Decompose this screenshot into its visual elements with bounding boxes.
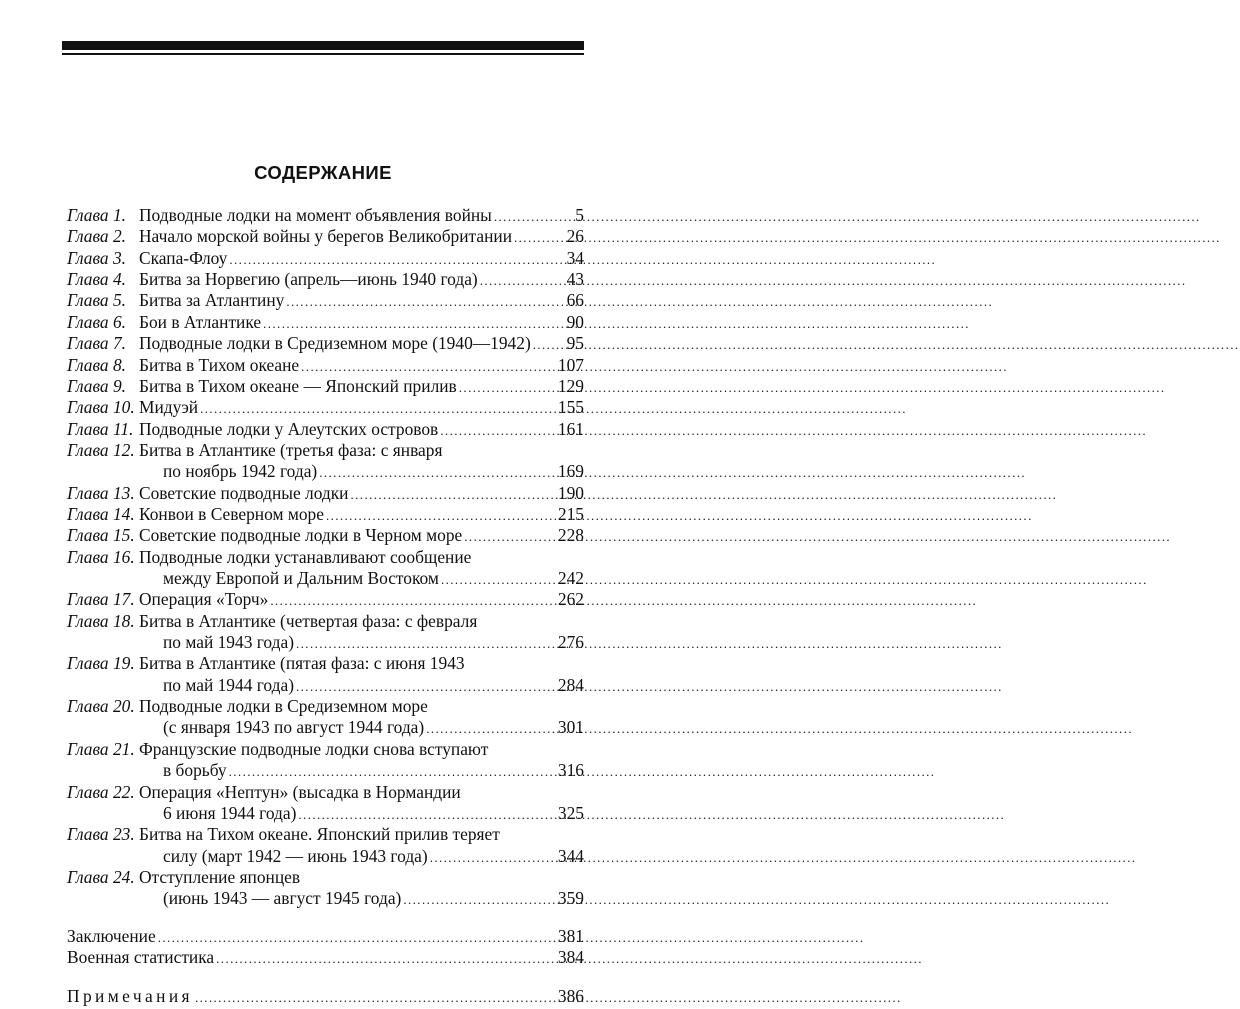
- chapter-label: [67, 588, 139, 610]
- chapter-title: по май 1944 года): [163, 674, 294, 695]
- chapter-title: Подводные лодки в Средиземном море: [139, 696, 428, 716]
- page-number: 301: [557, 717, 584, 738]
- chapter-label: [67, 204, 139, 226]
- toc-chapter-line[interactable]: [67, 354, 584, 376]
- chapter-title: Битва в Тихом океане: [139, 354, 300, 375]
- toc-chapter-line[interactable]: [67, 482, 584, 504]
- toc-chapter-continuation[interactable]: [67, 567, 584, 589]
- chapter-word: Глава: [67, 205, 109, 225]
- page-number: 129: [557, 375, 584, 396]
- chapter-number: 13.: [112, 482, 135, 503]
- chapter-label: [67, 738, 139, 760]
- toc-chapter-line[interactable]: [67, 396, 584, 418]
- toc-chapter-line[interactable]: [67, 546, 584, 568]
- chapter-number: 17.: [112, 589, 135, 610]
- page-number: 262: [557, 589, 584, 610]
- page-number: 107: [557, 354, 584, 375]
- chapter-number: 9.: [112, 375, 126, 396]
- chapter-label: [67, 781, 139, 803]
- chapter-label: [67, 695, 139, 717]
- toc-chapter-continuation[interactable]: [67, 674, 584, 696]
- page-number: 344: [557, 845, 584, 866]
- chapter-label: [67, 396, 139, 418]
- chapter-number: 24.: [112, 866, 135, 887]
- dot-leader: [216, 948, 555, 970]
- chapter-title: Отступление японцев: [139, 866, 301, 887]
- toc-chapter-line[interactable]: [67, 588, 584, 610]
- chapter-word: Глава: [67, 824, 109, 845]
- page-number: 228: [557, 525, 584, 546]
- chapter-number: 5.: [112, 290, 126, 311]
- chapter-number: 16.: [112, 546, 135, 567]
- chapter-title: Начало морской войны у берегов Великобритании: [139, 226, 512, 247]
- toc-chapter-line[interactable]: [67, 823, 584, 845]
- chapter-title: силу (март 1942 — июнь 1943 года): [163, 845, 428, 866]
- page-number: 381: [557, 925, 584, 946]
- toc-back-matter-line[interactable]: [67, 925, 584, 947]
- chapter-word: Глава: [67, 226, 109, 247]
- page-number: 43: [566, 269, 584, 290]
- chapter-number: 1.: [112, 205, 126, 225]
- chapter-title: Битва в Тихом океане — Японский прилив: [139, 375, 457, 396]
- page-number: 90: [566, 311, 584, 332]
- toc-chapter-line[interactable]: [67, 225, 584, 247]
- toc-chapter-line[interactable]: [67, 781, 584, 803]
- chapter-label: [67, 418, 139, 440]
- chapter-word: Глава: [67, 333, 109, 354]
- toc-chapter-line[interactable]: [67, 311, 584, 333]
- chapter-label: [67, 866, 139, 888]
- chapter-label: [67, 375, 139, 397]
- page-number: 316: [557, 760, 584, 781]
- page-number: 386: [557, 986, 584, 1007]
- chapter-title: Советские подводные лодки в Черном море: [139, 525, 463, 546]
- chapter-word: Глава: [67, 781, 109, 802]
- chapter-title: 6 июня 1944 года): [163, 802, 297, 823]
- page-number: 169: [557, 461, 584, 482]
- page-number: 34: [566, 247, 584, 268]
- dot-leader: [403, 889, 555, 911]
- chapter-title: в борьбу: [163, 760, 227, 781]
- chapter-label: [67, 332, 139, 354]
- page-number: 215: [557, 503, 584, 524]
- page-number: 26: [566, 226, 584, 247]
- page-number: 325: [557, 802, 584, 823]
- toc-heading: СОДЕРЖАНИЕ: [254, 162, 392, 183]
- chapter-number: 22.: [112, 781, 135, 802]
- toc-chapter-continuation[interactable]: [67, 845, 584, 867]
- chapter-word: Глава: [67, 503, 109, 524]
- toc-chapter-continuation[interactable]: [67, 460, 584, 482]
- chapter-title: Французские подводные лодки снова вступают: [139, 738, 489, 759]
- chapter-number: 18.: [112, 610, 135, 631]
- page-number: 284: [557, 674, 584, 695]
- chapter-title: Скапа-Флоу: [139, 247, 228, 268]
- toc-chapter-line[interactable]: [67, 204, 584, 226]
- chapter-number: 23.: [112, 824, 135, 845]
- toc-chapter-line[interactable]: [67, 439, 584, 461]
- chapter-label: [67, 503, 139, 525]
- back-matter-title: Военная статистика: [67, 946, 215, 967]
- chapter-word: Глава: [67, 354, 109, 375]
- chapter-title: Подводные лодки на момент объявления войны: [139, 205, 492, 225]
- chapter-number: 3.: [112, 247, 126, 268]
- chapter-word: Глава: [67, 397, 109, 418]
- toc-chapter-continuation[interactable]: [67, 759, 584, 781]
- page-number: 95: [566, 333, 584, 354]
- page-number: 5: [575, 205, 584, 225]
- chapter-number: 14.: [112, 503, 135, 524]
- chapter-label: [67, 823, 139, 845]
- chapter-label: [67, 482, 139, 504]
- chapter-title: (июнь 1943 — август 1945 года): [163, 888, 402, 909]
- toc-chapter-line[interactable]: [67, 738, 584, 760]
- notes-title: Примечания: [67, 986, 193, 1007]
- page-number: 242: [557, 568, 584, 588]
- toc-chapter-line[interactable]: [67, 332, 584, 354]
- chapter-title: Битва за Атлантину: [139, 290, 285, 311]
- chapter-number: 12.: [112, 439, 135, 460]
- toc-chapter-line[interactable]: [67, 695, 584, 717]
- chapter-title: по май 1943 года): [163, 632, 294, 652]
- chapter-number: 7.: [112, 333, 126, 354]
- chapter-title: Битва в Атлантике (третья фаза: с января: [139, 439, 443, 460]
- toc-chapter-continuation[interactable]: [67, 716, 584, 738]
- chapter-number: 11.: [112, 418, 134, 439]
- chapter-number: 21.: [112, 738, 135, 759]
- chapter-title: Конвои в Северном море: [139, 503, 324, 524]
- chapter-word: Глава: [67, 375, 109, 396]
- toc-chapter-line[interactable]: [67, 524, 584, 546]
- chapter-label: [67, 354, 139, 376]
- back-matter-title: Заключение: [67, 925, 156, 946]
- chapter-word: Глава: [67, 738, 109, 759]
- chapter-label: [67, 546, 139, 568]
- chapter-word: Глава: [67, 439, 109, 460]
- chapter-title: Подводные лодки в Средиземном море (1940—1942): [139, 333, 531, 354]
- chapter-word: Глава: [67, 546, 109, 567]
- toc-chapter-line[interactable]: [67, 375, 584, 397]
- page-number: 276: [557, 632, 584, 652]
- chapter-label: [67, 289, 139, 311]
- chapter-label: [67, 439, 139, 461]
- page-number: 359: [557, 888, 584, 909]
- chapter-number: 20.: [112, 696, 135, 716]
- chapter-word: Глава: [67, 482, 109, 503]
- chapter-title: Битва в Атлантике (четвертая фаза: с февраля: [139, 610, 478, 631]
- chapter-number: 4.: [112, 269, 126, 290]
- chapter-word: Глава: [67, 653, 109, 674]
- toc-chapter-line[interactable]: [67, 268, 584, 290]
- toc-chapter-continuation[interactable]: [67, 802, 584, 824]
- chapter-word: Глава: [67, 610, 109, 631]
- chapter-word: Глава: [67, 311, 109, 332]
- chapter-number: 6.: [112, 311, 126, 332]
- toc-chapter-continuation[interactable]: [67, 887, 584, 909]
- chapter-title: Бои в Атлантике: [139, 311, 262, 332]
- page-number: 384: [557, 946, 584, 967]
- toc-chapter-line[interactable]: [67, 503, 584, 525]
- toc-notes-line[interactable]: [67, 985, 584, 1007]
- chapter-label: [67, 524, 139, 546]
- page-number: 161: [557, 418, 584, 439]
- chapter-title: Советские подводные лодки: [139, 482, 349, 503]
- toc-chapter-continuation[interactable]: [67, 631, 584, 653]
- chapter-word: Глава: [67, 866, 109, 887]
- chapter-title: (с января 1943 по август 1944 года): [163, 717, 425, 738]
- chapter-label: [67, 268, 139, 290]
- chapter-word: Глава: [67, 589, 109, 610]
- chapter-word: Глава: [67, 418, 109, 439]
- chapter-word: Глава: [67, 269, 109, 290]
- toc-chapter-line[interactable]: [67, 247, 584, 269]
- chapter-label: [67, 610, 139, 632]
- chapter-title: по ноябрь 1942 года): [163, 461, 318, 482]
- chapter-word: Глава: [67, 290, 109, 311]
- toc-back-matter-line[interactable]: [67, 946, 584, 968]
- toc-chapter-line[interactable]: [67, 610, 584, 632]
- chapter-title: между Европой и Дальним Востоком: [163, 568, 439, 588]
- chapter-number: 10.: [112, 397, 135, 418]
- chapter-title: Операция «Нептун» (высадка в Нормандии: [139, 781, 461, 802]
- chapter-number: 8.: [112, 354, 126, 375]
- chapter-number: 19.: [112, 653, 135, 674]
- chapter-word: Глава: [67, 525, 109, 546]
- chapter-number: 2.: [112, 226, 126, 247]
- chapter-title: Мидуэй: [139, 397, 199, 418]
- chapter-title: Битва за Норвегию (апрель—июнь 1940 года): [139, 269, 478, 290]
- chapter-number: 15.: [112, 525, 135, 546]
- chapter-title: Операция «Торч»: [139, 589, 269, 610]
- toc-chapter-line[interactable]: [67, 418, 584, 440]
- toc-chapter-line[interactable]: [67, 652, 584, 674]
- page-number: 155: [557, 397, 584, 418]
- chapter-title: Подводные лодки устанавливают сообщение: [139, 546, 472, 567]
- toc-chapter-line[interactable]: [67, 866, 584, 888]
- chapter-title: Битва в Атлантике (пятая фаза: с июня 1943: [139, 653, 465, 674]
- toc-chapter-line[interactable]: [67, 289, 584, 311]
- chapter-word: Глава: [67, 247, 109, 268]
- chapter-label: [67, 652, 139, 674]
- chapter-title: Битва на Тихом океане. Японский прилив теряет: [139, 824, 500, 845]
- page-number: 66: [566, 290, 584, 311]
- chapter-label: [67, 311, 139, 333]
- chapter-label: [67, 225, 139, 247]
- chapter-title: Подводные лодки у Алеутских островов: [139, 418, 439, 439]
- chapter-word: Глава: [67, 696, 109, 716]
- chapter-label: [67, 247, 139, 269]
- page-number: 190: [557, 482, 584, 503]
- dot-leader: [195, 987, 555, 1009]
